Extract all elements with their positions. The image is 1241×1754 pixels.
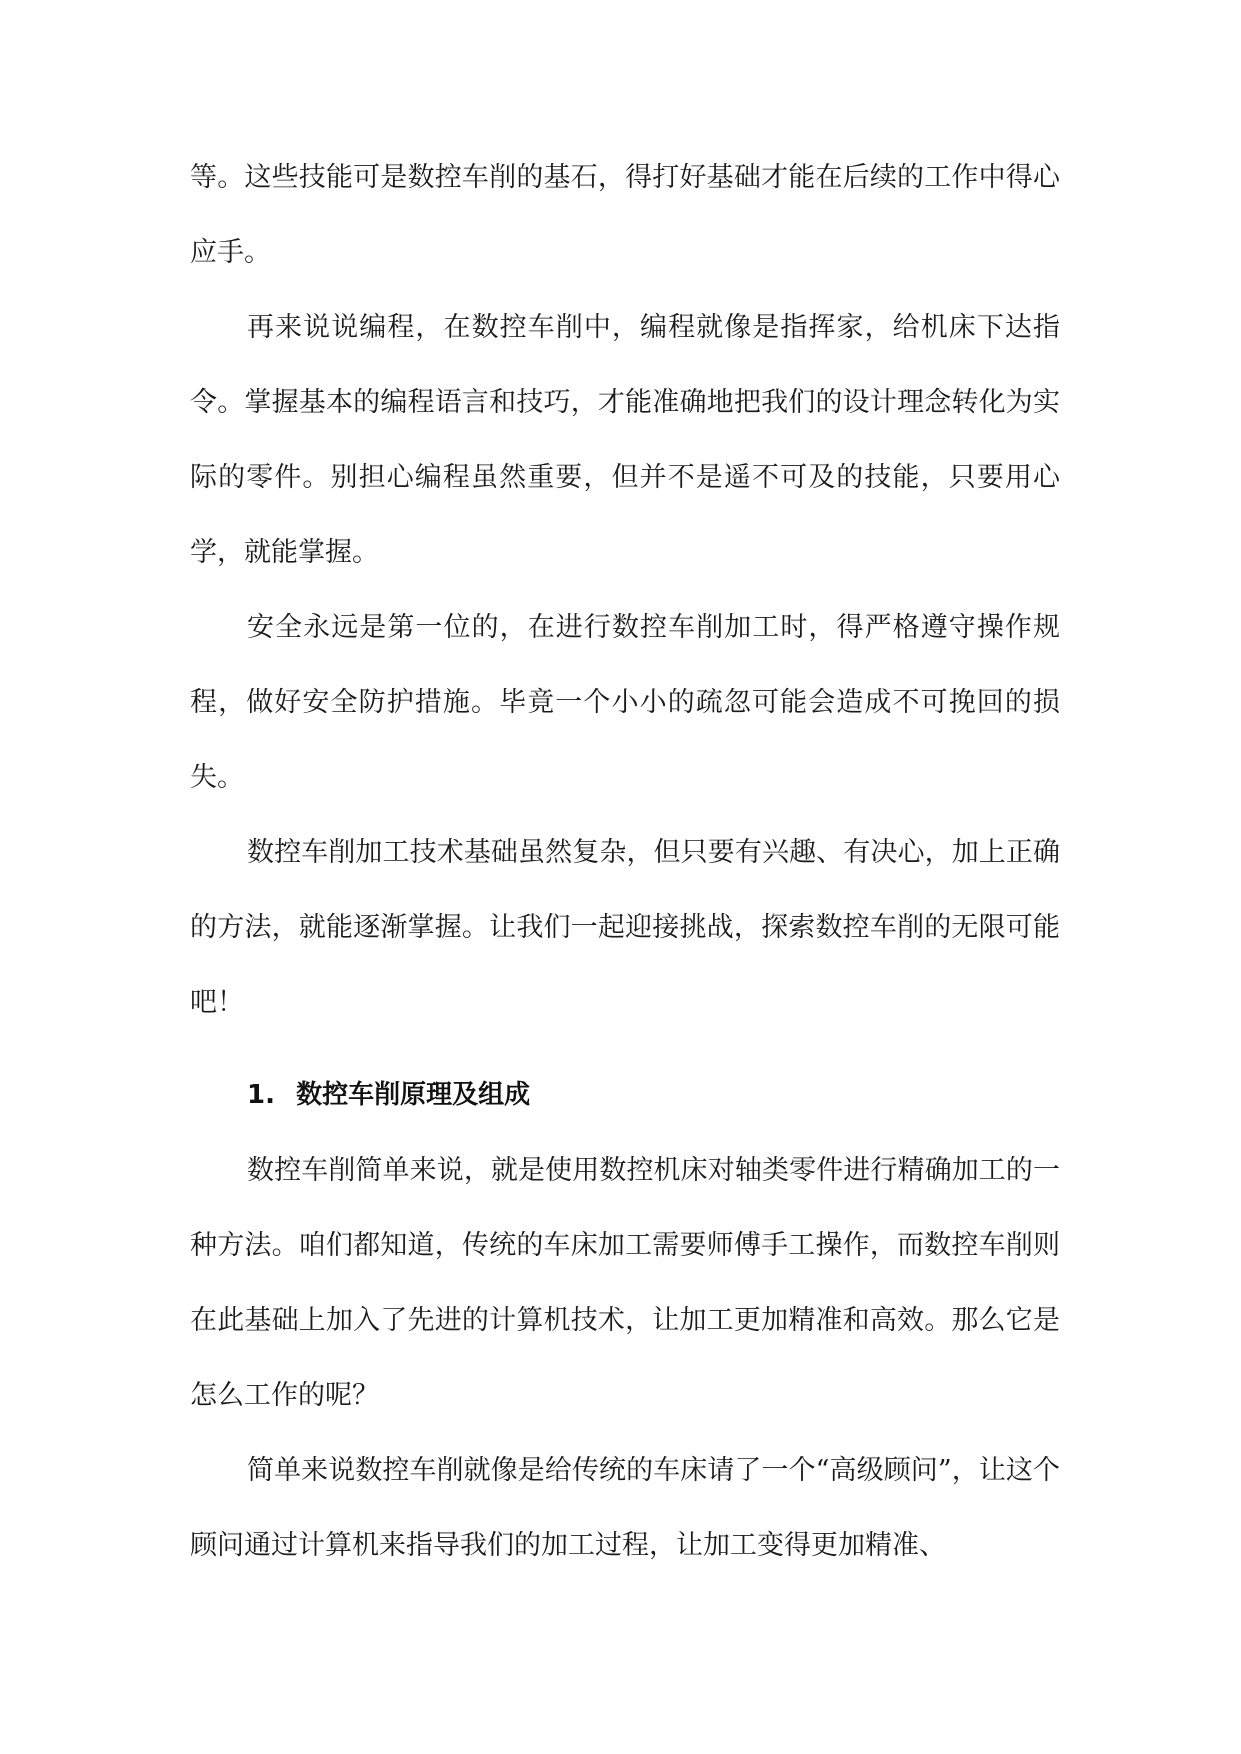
paragraph-conclusion: 数控车削加工技术基础虽然复杂，但只要有兴趣、有决心，加上正确的方法，就能逐渐掌握。让我们一起迎接挑战，探索数控车削的无限可能吧！ (190, 837, 1060, 1018)
document-body (190, 140, 1060, 1583)
paragraph-skills-foundation: 等。这些技能可是数控车削的基石，得打好基础才能在后续的工作中得心应手。 (190, 162, 1060, 268)
paragraph-safety: 安全永远是第一位的，在进行数控车削加工时，得严格遵守操作规程，做好安全防护措施。毕竟一个小小的疏忽可能会造成不可挽回的损失。 (190, 612, 1060, 793)
paragraph-advisor-analogy: 简单来说数控车削就像是给传统的车床请了一个“高级顾问”，让这个顾问通过计算机来指导我们的加工过程，让加工变得更加精准、 (190, 1455, 1060, 1561)
section-number: 1. (247, 1080, 275, 1110)
section-heading (190, 1058, 1060, 1133)
paragraph-programming: 再来说说编程，在数控车削中，编程就像是指挥家，给机床下达指令。掌握基本的编程语言和技巧，才能准确地把我们的设计理念转化为实际的零件。别担心编程虽然重要，但并不是遥不可及的技能，只要用心学，就能掌握。 (190, 312, 1060, 568)
section-title: 数控车削原理及组成 (296, 1080, 531, 1110)
paragraph-principle-intro: 数控车削简单来说，就是使用数控机床对轴类零件进行精确加工的一种方法。咱们都知道，传统的车床加工需要师傅手工操作，而数控车削则在此基础上加入了先进的计算机技术，让加工更加精准和高效。那么它是怎么工作的呢？ (190, 1155, 1060, 1411)
